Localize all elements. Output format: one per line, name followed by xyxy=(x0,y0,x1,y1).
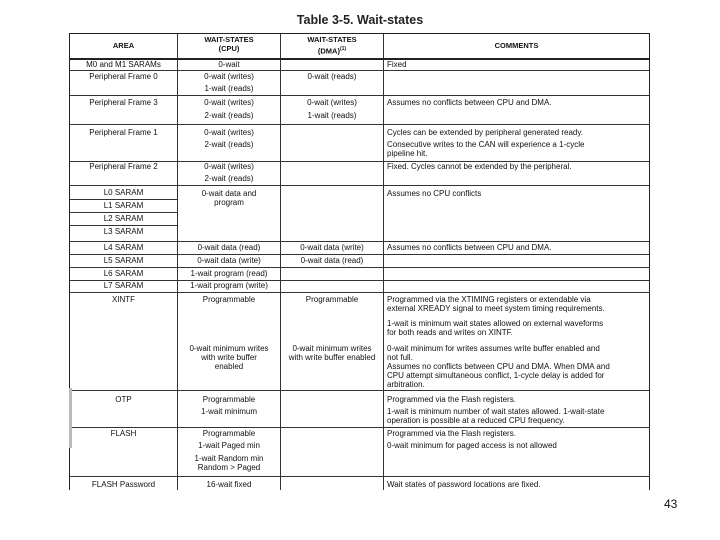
cpu-cell: Programmable xyxy=(202,295,256,304)
area-cell: FLASH xyxy=(110,429,137,438)
cpu-cell: enabled xyxy=(214,362,244,371)
dma-cell: 0-wait data (write) xyxy=(300,243,364,252)
dma-cell: 0-wait data (read) xyxy=(300,256,364,265)
area-cell: L4 SARAM xyxy=(103,243,144,252)
cpu-cell: 1-wait Paged min xyxy=(198,441,260,450)
area-cell: L5 SARAM xyxy=(103,256,144,265)
table-title: Table 3-5. Wait-states xyxy=(296,13,424,27)
scan-edge-shadow xyxy=(69,388,72,448)
cpu-cell: Programmable xyxy=(202,429,256,438)
cpu-cell: program xyxy=(214,198,244,207)
area-cell: L2 SARAM xyxy=(103,214,144,223)
cpu-cell: 0-wait data and xyxy=(201,189,257,198)
area-cell: L0 SARAM xyxy=(103,188,144,197)
area-cell: Peripheral Frame 0 xyxy=(89,72,158,81)
comment-cell: CPU attempt simultaneous conflict, 1-cycle delay is added for xyxy=(387,371,605,380)
comment-cell: operation is possible at a reduced CPU frequency. xyxy=(387,416,565,425)
header-dma-footnote: (1) xyxy=(339,46,347,52)
area-cell: Peripheral Frame 3 xyxy=(89,98,158,107)
comment-cell: Assumes no conflicts between CPU and DMA. xyxy=(387,98,552,107)
cpu-cell: 2-wait (reads) xyxy=(204,111,254,120)
comment-cell: Programmed via the Flash registers. xyxy=(387,395,516,404)
area-cell: Peripheral Frame 2 xyxy=(89,162,158,171)
area-cell: L6 SARAM xyxy=(103,269,144,278)
cpu-cell: 0-wait minimum writes xyxy=(189,344,269,353)
cpu-cell: 0-wait data (write) xyxy=(197,256,261,265)
comment-cell: for both reads and writes on XINTF. xyxy=(387,328,513,337)
header-dma: WAIT-STATES xyxy=(307,35,357,44)
table-row xyxy=(70,255,649,268)
area-cell: XINTF xyxy=(111,295,136,304)
cpu-cell: 1-wait program (write) xyxy=(190,281,268,290)
comment-cell: Assumes no conflicts between CPU and DMA. xyxy=(387,243,552,252)
area-cell: M0 and M1 SARAMs xyxy=(86,60,161,69)
header-cpu: WAIT-STATES xyxy=(204,35,254,44)
header-cpu-sub: (CPU) xyxy=(218,44,240,53)
area-cell: OTP xyxy=(115,395,132,404)
dma-cell: Programmable xyxy=(305,295,359,304)
header-dma-sub: (DMA) xyxy=(317,46,340,56)
table-row xyxy=(70,242,649,255)
cpu-cell: 0-wait xyxy=(218,60,240,69)
comment-cell: Consecutive writes to the CAN will experience a 1-cycle xyxy=(387,140,585,149)
area-cell: L3 SARAM xyxy=(103,227,144,236)
area-cell: L1 SARAM xyxy=(103,201,144,210)
table-row xyxy=(70,186,649,242)
comment-cell: 1-wait is minimum number of wait states allowed. 1-wait-state xyxy=(387,407,605,416)
cpu-cell: 2-wait (reads) xyxy=(204,140,254,149)
table-row xyxy=(70,268,649,281)
cpu-cell: Random > Paged xyxy=(197,463,261,472)
cpu-cell: 0-wait (writes) xyxy=(204,128,254,137)
wait-states-table xyxy=(69,33,650,490)
table-header xyxy=(70,34,649,60)
area-cell: FLASH Password xyxy=(91,480,156,489)
table-row xyxy=(70,162,649,186)
cpu-cell: Programmable xyxy=(202,395,256,404)
table-row xyxy=(70,281,649,293)
comment-cell: not full. xyxy=(387,353,413,362)
comment-cell: 0-wait minimum for paged access is not allowed xyxy=(387,441,557,450)
area-cell: Peripheral Frame 1 xyxy=(89,128,158,137)
comment-cell: Cycles can be extended by peripheral generated ready. xyxy=(387,128,583,137)
cpu-cell: 1-wait (reads) xyxy=(204,84,254,93)
dma-cell: 0-wait (writes) xyxy=(307,98,357,107)
table-row xyxy=(70,477,649,490)
cpu-cell: 0-wait (writes) xyxy=(204,162,254,171)
table-row xyxy=(70,96,649,125)
cpu-cell: 0-wait data (read) xyxy=(197,243,261,252)
dma-cell: 0-wait minimum writes xyxy=(292,344,372,353)
comment-cell: 0-wait minimum for writes assumes write buffer enabled and xyxy=(387,344,600,353)
comment-cell: external XREADY signal to meet system timing requirements. xyxy=(387,304,605,313)
comment-cell: Fixed. Cycles cannot be extended by the peripheral. xyxy=(387,162,572,171)
cpu-cell: 2-wait (reads) xyxy=(204,174,254,183)
header-comments: COMMENTS xyxy=(494,41,539,50)
dma-cell: 0-wait (reads) xyxy=(307,72,357,81)
table-row xyxy=(70,428,649,477)
cpu-cell: with write buffer xyxy=(201,353,257,362)
table-row xyxy=(70,71,649,96)
dma-cell: with write buffer enabled xyxy=(288,353,376,362)
cpu-cell: 0-wait (writes) xyxy=(204,98,254,107)
table-row xyxy=(70,125,649,162)
cpu-cell: 0-wait (writes) xyxy=(204,72,254,81)
comment-cell: pipeline hit. xyxy=(387,149,428,158)
comment-cell: arbitration. xyxy=(387,380,425,389)
comment-cell: Assumes no conflicts between CPU and DMA. When DMA and xyxy=(387,362,610,371)
header-area: AREA xyxy=(112,41,135,50)
table-row xyxy=(70,391,649,428)
comment-cell: Fixed xyxy=(387,60,407,69)
dma-cell: 1-wait (reads) xyxy=(307,111,357,120)
table-row xyxy=(70,60,649,71)
table-row xyxy=(70,293,649,391)
cpu-cell: 16-wait fixed xyxy=(206,480,252,489)
page-number: 43 xyxy=(664,497,678,511)
comment-cell: Assumes no CPU conflicts xyxy=(387,189,482,198)
cpu-cell: 1-wait Random min xyxy=(194,454,264,463)
cpu-cell: 1-wait minimum xyxy=(200,407,257,416)
area-cell: L7 SARAM xyxy=(103,281,144,290)
cpu-cell: 1-wait program (read) xyxy=(190,269,268,278)
comment-cell: Programmed via the Flash registers. xyxy=(387,429,516,438)
comment-cell: Programmed via the XTIMING registers or extendable via xyxy=(387,295,591,304)
comment-cell: 1-wait is minimum wait states allowed on external waveforms xyxy=(387,319,604,328)
comment-cell: Wait states of password locations are fixed. xyxy=(387,480,541,489)
